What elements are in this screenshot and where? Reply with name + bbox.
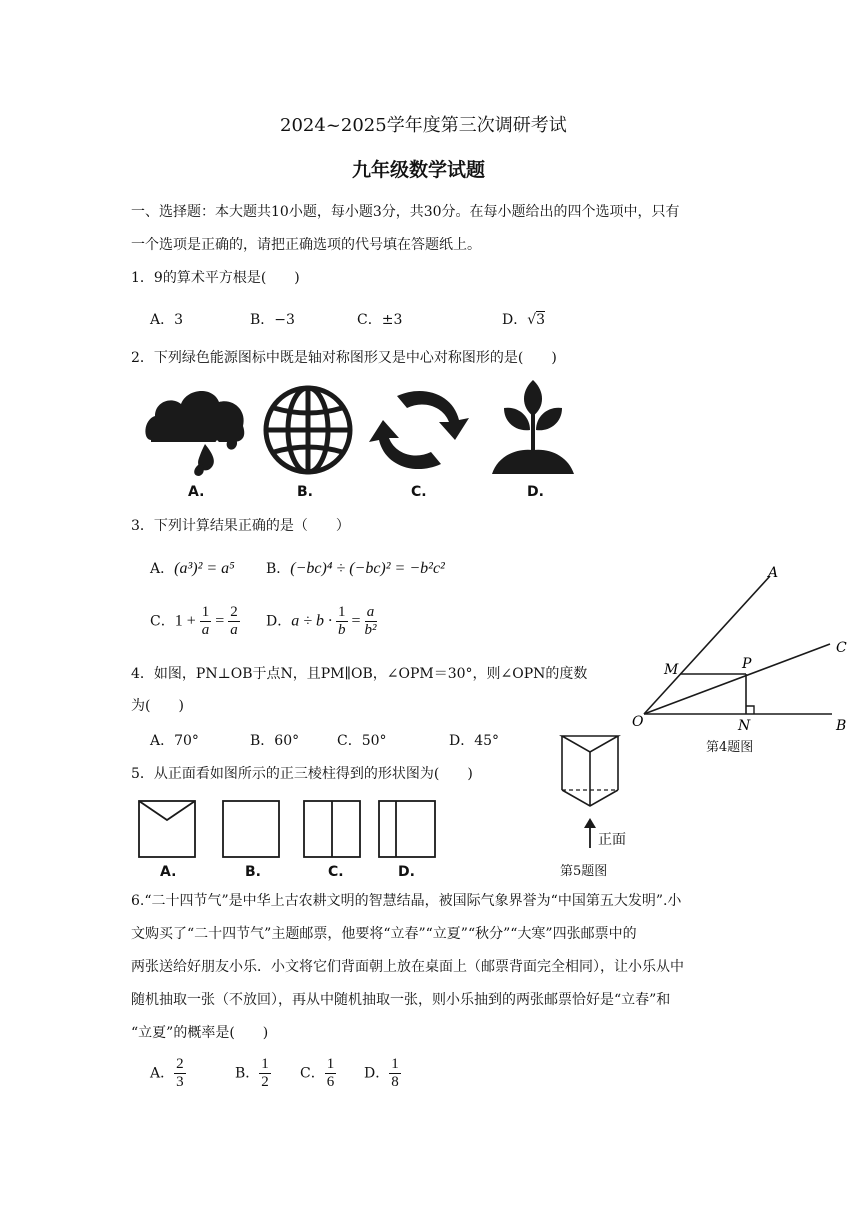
- q3-option-a-expr: (a³)² = a⁵: [174, 560, 235, 577]
- q3-option-b-prefix: B．: [266, 561, 291, 577]
- q3-option-d-eq: =: [347, 612, 365, 630]
- q4-figure-caption: 第4题图: [706, 740, 754, 755]
- q6-option-a-frac: [174, 1056, 186, 1091]
- q5-shape-b: [222, 800, 282, 858]
- section-intro-line2: 一个选项是正确的，请把正确选项的代号填在答题纸上。: [131, 237, 481, 253]
- q6-line2: 文购买了“二十四节气”主题邮票，他要将“立春”“立夏”“秋分”“大寒”四张邮票中的: [131, 926, 637, 942]
- q3-stem: 3．下列计算结果正确的是（ ）: [131, 518, 350, 534]
- q1-option-a: A．3: [150, 312, 184, 328]
- frac-numerator: 1: [338, 604, 346, 620]
- exam-title: 2024~2025学年度第三次调研考试: [280, 115, 567, 136]
- q2-label-b: B.: [297, 484, 313, 500]
- frac-numerator: 1: [326, 1056, 335, 1072]
- frac-denominator: a: [230, 622, 238, 638]
- q4-option-b: B．60°: [250, 733, 300, 749]
- frac-numerator: 1: [391, 1056, 399, 1072]
- q3-option-d-lead: a ÷ b ·: [291, 612, 337, 630]
- q6-option-c-frac: [325, 1056, 337, 1091]
- q5-label-b: B.: [245, 864, 261, 880]
- frac-denominator: b²: [364, 622, 377, 638]
- q3-option-d-frac1: [336, 604, 348, 639]
- q6-line1: 6.“二十四节气”是中华上古农耕文明的智慧结晶，被国际气象界誉为“中国第五大发明”.小: [131, 893, 682, 909]
- q6-option-b-prefix: B．: [235, 1065, 260, 1082]
- q5-figure-caption: 第5题图: [560, 864, 608, 879]
- q5-shape-a: [138, 800, 198, 858]
- q4-option-a: A．70°: [150, 733, 199, 749]
- q4-option-d: D．45°: [449, 733, 500, 749]
- q6-option-b-frac: [259, 1056, 271, 1091]
- frac-numerator: 2: [176, 1056, 184, 1072]
- frac-denominator: b: [338, 622, 346, 638]
- point-label-c: C: [836, 640, 847, 656]
- frac-denominator: 8: [391, 1074, 399, 1090]
- frac-numerator: 1: [201, 604, 210, 620]
- q5-front-label: 正面: [598, 832, 626, 848]
- frac-denominator: 2: [261, 1074, 269, 1090]
- q6-line3: 两张送给好朋友小乐．小文将它们背面朝上放在桌面上（邮票背面完全相同），让小乐从中: [131, 959, 684, 975]
- subject-title: 九年级数学试题: [352, 159, 486, 181]
- q3-option-d: [266, 604, 377, 639]
- q3-option-c-frac1: [200, 604, 212, 639]
- q6-option-a-prefix: A．: [150, 1065, 175, 1082]
- q6-option-d-frac: [389, 1056, 401, 1091]
- q6-option-a: [150, 1056, 186, 1091]
- q6-option-b: [235, 1056, 271, 1091]
- q2-label-c: C.: [411, 484, 427, 500]
- q2-stem: 2．下列绿色能源图标中既是轴对称图形又是中心对称图形的是( ): [131, 350, 557, 366]
- q3-option-b: [266, 559, 445, 579]
- q3-option-a-prefix: A．: [150, 561, 175, 577]
- frac-numerator: 1: [261, 1056, 269, 1072]
- frac-numerator: a: [365, 604, 377, 622]
- q4-figure: [620, 560, 852, 760]
- q1-stem: 1．9的算术平方根是( ): [131, 270, 300, 286]
- cloud-rain-icon: [143, 382, 249, 478]
- point-label-p: P: [742, 656, 752, 672]
- point-label-o: O: [632, 714, 644, 730]
- q3-option-a: [150, 559, 235, 579]
- q5-shape-c: [303, 800, 363, 858]
- q2-label-d: D.: [527, 484, 544, 500]
- q1-option-b: B．−3: [250, 312, 295, 328]
- right-angle-mark: [746, 706, 754, 714]
- q5-stem: 5．从正面看如图所示的正三棱柱得到的形状图为( ): [131, 766, 473, 782]
- q4-option-c: C．50°: [337, 733, 387, 749]
- q3-option-b-expr: (−bc)⁴ ÷ (−bc)² = −b²c²: [290, 560, 445, 577]
- q1-option-c: C．±3: [357, 312, 403, 328]
- globe-icon: [262, 384, 354, 476]
- q6-option-c: [300, 1056, 336, 1091]
- q2-label-a: A.: [188, 484, 205, 500]
- q6-line5: “立夏”的概率是( ): [131, 1025, 269, 1041]
- ray-oc: [644, 644, 830, 714]
- q3-option-d-prefix: D．: [266, 613, 292, 630]
- ray-oa: [644, 576, 770, 714]
- q3-option-c-prefix: C．: [150, 613, 175, 630]
- q1-option-d: [502, 310, 545, 330]
- q6-option-d: [364, 1056, 401, 1091]
- q4-stem-line1: 4．如图，PN⊥OB于点N，且PM∥OB，∠OPM＝30°，则∠OPN的度数: [131, 666, 588, 682]
- q3-option-c-lead: 1 +: [174, 612, 200, 630]
- q4-stem-line2: 为( ): [131, 698, 184, 714]
- q6-option-c-prefix: C．: [300, 1065, 325, 1082]
- point-label-m: M: [664, 662, 679, 678]
- frac-numerator: 2: [230, 604, 238, 620]
- q5-label-a: A.: [160, 864, 177, 880]
- point-label-n: N: [738, 718, 751, 734]
- sqrt-sign: √: [527, 312, 537, 328]
- q1-option-d-radicand: 3: [536, 312, 546, 328]
- frac-denominator: 3: [176, 1074, 184, 1090]
- sprout-icon: [490, 378, 576, 476]
- q5-label-d: D.: [398, 864, 415, 880]
- point-label-a: A: [768, 565, 779, 581]
- q6-option-d-prefix: D．: [364, 1065, 390, 1082]
- q6-line4: 随机抽取一张（不放回），再从中随机抽取一张，则小乐抽到的两张邮票恰好是“立春”和: [131, 992, 671, 1008]
- q3-option-c-frac2: [228, 604, 240, 639]
- recycle-arrows-icon: [367, 384, 471, 476]
- q3-option-d-frac2: [365, 604, 377, 639]
- frac-denominator: 6: [326, 1074, 335, 1090]
- frac-denominator: a: [201, 622, 210, 638]
- q3-option-c: [150, 604, 240, 639]
- q5-shape-d: [378, 800, 438, 858]
- q3-option-c-eq: =: [211, 612, 229, 630]
- q5-label-c: C.: [328, 864, 344, 880]
- point-label-b: B: [836, 718, 847, 734]
- q1-option-d-prefix: D．: [502, 312, 528, 328]
- section-intro-line1: 一、选择题：本大题共10小题，每小题3分，共30分。在每小题给出的四个选项中，只有: [131, 204, 680, 220]
